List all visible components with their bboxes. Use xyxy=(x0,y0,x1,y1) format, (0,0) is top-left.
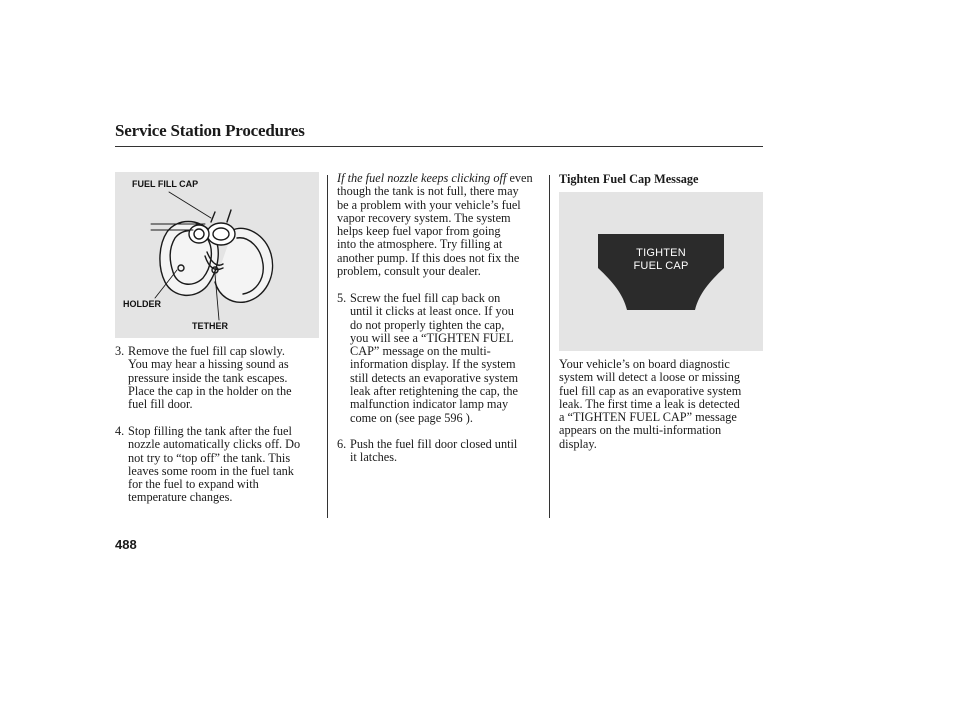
holder-label: HOLDER xyxy=(123,299,161,309)
text-line: another pump. If this does not fix the xyxy=(337,250,520,265)
step-number: 6. xyxy=(337,437,347,451)
fuel-fill-cap-label: FUEL FILL CAP xyxy=(132,179,199,189)
text-line: into the atmosphere. Try filling at xyxy=(337,237,503,252)
text-line xyxy=(337,172,547,185)
step-text xyxy=(128,425,325,505)
text-line: Screw the fuel fill cap back on xyxy=(350,291,501,305)
text-line: Place the cap in the holder on the xyxy=(128,383,292,398)
text-line: a “TIGHTEN FUEL CAP” message xyxy=(559,410,737,425)
text-line: do not properly tighten the cap, xyxy=(350,317,505,332)
step-number: 3. xyxy=(115,344,125,358)
text-line: pressure inside the tank escapes. xyxy=(128,370,288,385)
text-line: CAP” message on the multi- xyxy=(350,344,491,359)
text-line: fuel fill door. xyxy=(128,397,193,412)
text-line: come on (see page 596 ). xyxy=(350,410,473,425)
step-text xyxy=(128,345,325,411)
text-line: Your vehicle’s on board diagnostic xyxy=(559,357,730,371)
step-text xyxy=(350,292,549,425)
text-line: nozzle automatically clicks off. Do xyxy=(128,437,301,452)
tether-label: TETHER xyxy=(192,321,228,331)
display-message-line: FUEL CAP xyxy=(633,260,689,272)
step-3 xyxy=(115,345,325,411)
text-line: vapor recovery system. The system xyxy=(337,210,511,225)
step-6 xyxy=(337,438,549,465)
text-line: leaves some room in the fuel tank xyxy=(128,463,294,478)
note-text: even xyxy=(509,171,533,185)
text-line: appears on the multi-information xyxy=(559,423,722,438)
text-line: it latches. xyxy=(350,450,398,465)
text-line: not try to “top off” the tank. This xyxy=(128,450,291,465)
text-line: be a problem with your vehicle’s fuel xyxy=(337,197,521,212)
text-line: fuel fill cap as an evaporative system xyxy=(559,383,742,398)
text-line: still detects an evaporative system xyxy=(350,370,519,385)
text-line: for the fuel to expand with xyxy=(128,477,259,492)
page-title: Service Station Procedures xyxy=(115,121,305,140)
page-number: 488 xyxy=(115,537,137,552)
step-number: 5. xyxy=(337,291,347,305)
text-line: Remove the fuel fill cap slowly. xyxy=(128,344,285,358)
step-4 xyxy=(115,425,325,505)
fuel-cap-illustration xyxy=(115,172,319,338)
diagnostic-paragraph xyxy=(559,358,765,451)
text-line: leak after retightening the cap, the xyxy=(350,384,518,399)
text-line: display. xyxy=(559,436,597,451)
text-line: Push the fuel fill door closed until xyxy=(350,437,518,451)
note-lead: If the fuel nozzle keeps clicking off xyxy=(337,171,507,185)
text-line: problem, consult your dealer. xyxy=(337,264,481,279)
text-line: You may hear a hissing sound as xyxy=(128,357,289,372)
text-line: Stop filling the tank after the fuel xyxy=(128,424,292,438)
title-rule xyxy=(115,146,763,147)
column-divider-right xyxy=(549,175,550,518)
text-line: leak. The first time a leak is detected xyxy=(559,396,740,411)
tighten-fuel-cap-heading: Tighten Fuel Cap Message xyxy=(559,172,699,186)
text-line: information display. If the system xyxy=(350,357,516,372)
text-line: though the tank is not full, there may xyxy=(337,184,519,199)
nozzle-clicking-note xyxy=(337,172,547,278)
text-line: you will see a “TIGHTEN FUEL xyxy=(350,330,514,345)
display-message-line: TIGHTEN xyxy=(636,247,686,259)
text-line: system will detect a loose or missing xyxy=(559,370,741,385)
display-message xyxy=(559,247,763,273)
step-text xyxy=(350,438,549,465)
text-line: temperature changes. xyxy=(128,490,233,505)
step-5 xyxy=(337,292,549,425)
text-line: helps keep fuel vapor from going xyxy=(337,224,501,239)
text-line: malfunction indicator lamp may xyxy=(350,397,509,412)
column-divider-left xyxy=(327,175,328,518)
step-number: 4. xyxy=(115,424,125,438)
tighten-fuel-cap-display-figure xyxy=(559,192,763,351)
fuel-cap-drawing xyxy=(115,172,319,338)
text-line: until it clicks at least once. If you xyxy=(350,304,514,319)
